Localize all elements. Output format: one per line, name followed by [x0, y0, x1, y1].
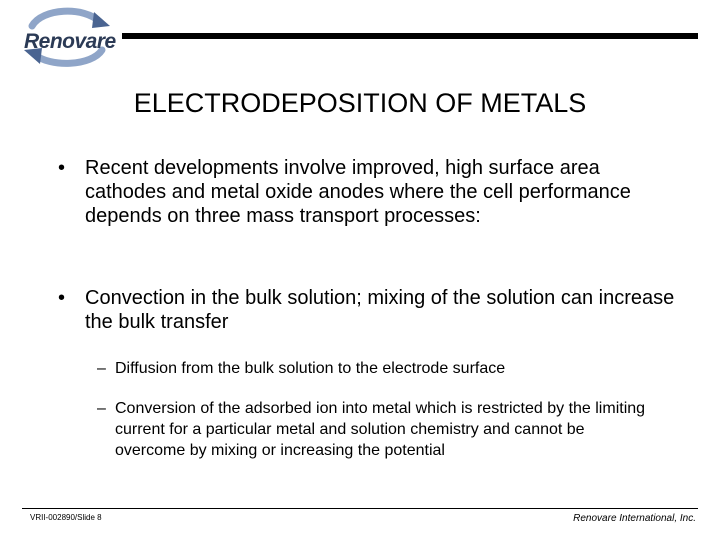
sub-bullet-text: Conversion of the adsorbed ion into metal which is restricted by the limiting current for a particular metal and solution chemistry and cannot be overcome by mixing or increasing the potential: [115, 400, 646, 459]
bullet-marker: •: [58, 287, 66, 309]
slide-title: ELECTRODEPOSITION OF METALS: [133, 88, 587, 118]
bullet-item: [58, 286, 678, 340]
logo-wordmark: Renovare: [24, 30, 116, 53]
header-rule: [122, 33, 698, 39]
sub-bullet-text: Diffusion from the bulk solution to the electrode surface: [115, 360, 506, 377]
bullet-marker: •: [58, 157, 66, 179]
renovare-logo: [14, 6, 124, 68]
bullet-text: Recent developments involve improved, high surface area cathodes and metal oxide anodes where the cell performance depends on three mass transport processes:: [85, 157, 631, 227]
sub-bullet-marker: –: [97, 360, 106, 377]
slide-reference: VRII-002890/Slide 8: [30, 513, 102, 522]
sub-bullet-marker: –: [97, 400, 106, 417]
footer-rule: [22, 508, 698, 509]
company-name: Renovare International, Inc.: [573, 513, 696, 524]
bullet-item: [58, 156, 678, 266]
sub-bullet-item: [97, 398, 677, 468]
sub-bullet-item: [97, 358, 677, 382]
bullet-text: Convection in the bulk solution; mixing of the solution can increase the bulk transfer: [85, 287, 675, 333]
